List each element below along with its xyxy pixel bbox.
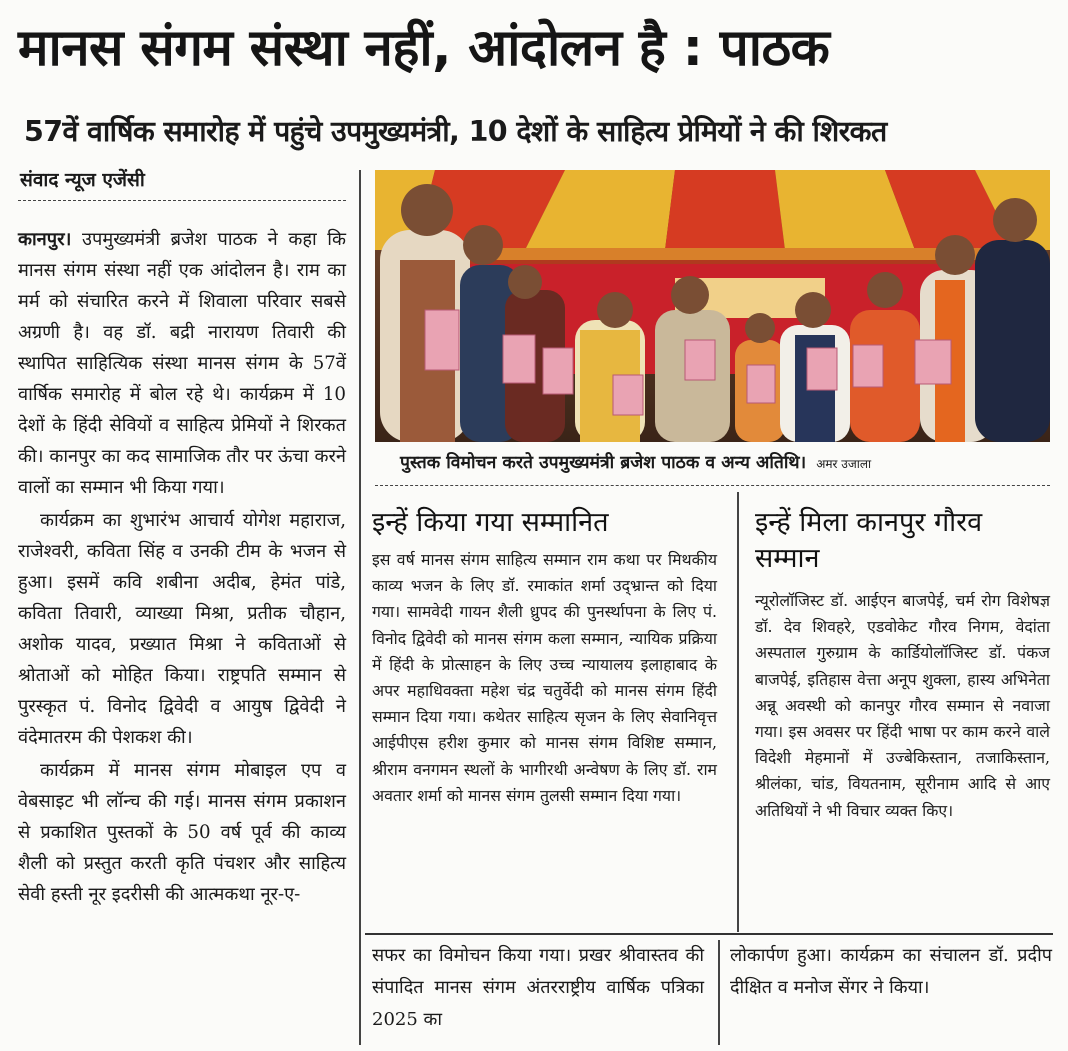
box2-heading: इन्हें मिला कानपुर गौरव सम्मान	[755, 507, 983, 574]
article-paragraph-3: कार्यक्रम में मानस संगम मोबाइल एप व वेबसाइट भी लॉन्च की गई। मानस संगम प्रकाशन से प्रकाशित पुस्तकों के 50 वर्ष पूर्व की काव्य शैली को प्रस्तुत करती कृति पंचशर और साहित्य सेवी हस्ती नूर इदरीसी की आत्मकथा नूर-ए-	[18, 760, 346, 905]
article-column-1	[18, 224, 346, 910]
box2-text: न्यूरोलॉजिस्ट डॉ. आईएन बाजपेई, चर्म रोग विशेषज्ञ डॉ. देव शिवहरे, एडवोकेट गौरव निगम, वेदांता अस्पताल गुरुग्राम के कार्डियोलॉजिस्ट डॉ. पंकज बाजपेई, इतिहास वेत्ता अनूप शुक्ला, हास्य अभिनेता अन्नू अवस्थी को कानपुर गौरव सम्मान से नवाजा गया। इस अवसर पर हिंदी भाषा पर काम करने वाले विदेशी मेहमानों में उज्बेकिस्तान, तजाकिस्तान, श्रीलंका, चांड, वियतनाम, सूरीनाम आदि से आए अतिथियों ने भी विचार व्यक्त किए।	[755, 591, 1050, 820]
photo-illustration	[375, 170, 1050, 442]
box-divider	[737, 492, 739, 932]
byline: संवाद न्यूज एजेंसी	[20, 169, 145, 191]
paragraph-1-text: उपमुख्यमंत्री ब्रजेश पाठक ने कहा कि मानस संगम संस्था नहीं एक आंदोलन है। राम का मर्म को संचारित करने में शिवाला परिवार सबसे अग्रणी है। वह डॉ. बद्री नारायण तिवारी की स्थापित साहित्यिक संस्था मानस संगम के 57वें वार्षिक समारोह में बोल रहे थे। कार्यक्रम में 10 देशों के हिंदी सेवियों व साहित्य प्रेमियों ने शिरकत की। कानपुर का कद सामाजिक तौर पर ऊंचा करने वालों का सम्मान भी किया गया।	[18, 229, 346, 498]
byline-rule	[18, 200, 346, 201]
article-paragraph-2: कार्यक्रम का शुभारंभ आचार्य योगेश महाराज, राजेश्वरी, कविता सिंह व उनकी टीम के भजन से हुआ। इसमें कवि शबीना अदीब, हेमंत पांडे, कविता तिवारी, व्याख्या मिश्रा, प्रतीक चौहान, अशोक यादव, प्रख्यात मिश्रा ने कविताओं से श्रोताओं को मोहित किया। राष्ट्रपति सम्मान से पुरस्कृत पं. विनोद द्विवेदी व आयुष द्विवेदी ने वंदेमातरम की पेशकश की।	[18, 510, 346, 748]
continuation-column-3: लोकार्पण हुआ। कार्यक्रम का संचालन डॉ. प्रदीप दीक्षित व मनोज सेंगर ने किया।	[730, 945, 1052, 998]
column-divider	[359, 170, 361, 1045]
news-photo	[375, 170, 1050, 442]
photo-credit: अमर उजाला	[816, 457, 872, 471]
article-paragraph-1	[18, 224, 346, 503]
subheadline: 57वें वार्षिक समारोह में पहुंचे उपमुख्यमंत्री, 10 देशों के साहित्य प्रेमियों ने की शिरकत	[24, 115, 887, 148]
headline: मानस संगम संस्था नहीं, आंदोलन है : पाठक	[18, 19, 830, 78]
photo-caption	[400, 449, 1060, 478]
dateline: कानपुर।	[18, 229, 72, 250]
box1-heading: इन्हें किया गया सम्मानित	[372, 507, 609, 538]
box-bottom-rule	[365, 933, 1053, 935]
bottom-divider	[718, 940, 720, 1045]
continuation-column-2: सफर का विमोचन किया गया। प्रखर श्रीवास्तव की संपादित मानस संगम अंतरराष्ट्रीय वार्षिक पत्रिका 2025 का	[372, 945, 704, 1030]
caption-text: पुस्तक विमोचन करते उपमुख्यमंत्री ब्रजेश पाठक व अन्य अतिथि।	[400, 453, 807, 473]
caption-rule	[375, 485, 1050, 486]
box1-text: इस वर्ष मानस संगम साहित्य सम्मान राम कथा पर मिथकीय काव्य भजन के लिए डॉ. रमाकांत शर्मा उद्भ्रान्त को दिया गया। सामवेदी गायन शैली ध्रुपद की पुनर्स्थापना के लिए पं. विनोद द्विवेदी को मानस संगम कला सम्मान, न्यायिक प्रक्रिया में हिंदी के प्रोत्साहन के लिए उच्च न्यायालय इलाहाबाद के अपर महाधिवक्ता महेश चंद्र चतुर्वेदी को मानस संगम हिंदी सम्मान दिया गया। कथेतर साहित्य सृजन के लिए सेवानिवृत्त आईपीएस हरीश कुमार को मानस संगम विशिष्ट सम्मान, श्रीराम वनगमन स्थलों के भागीरथी अन्वेषण के लिए डॉ. राम अवतार शर्मा को मानस संगम तुलसी सम्मान दिया गया।	[372, 550, 717, 805]
